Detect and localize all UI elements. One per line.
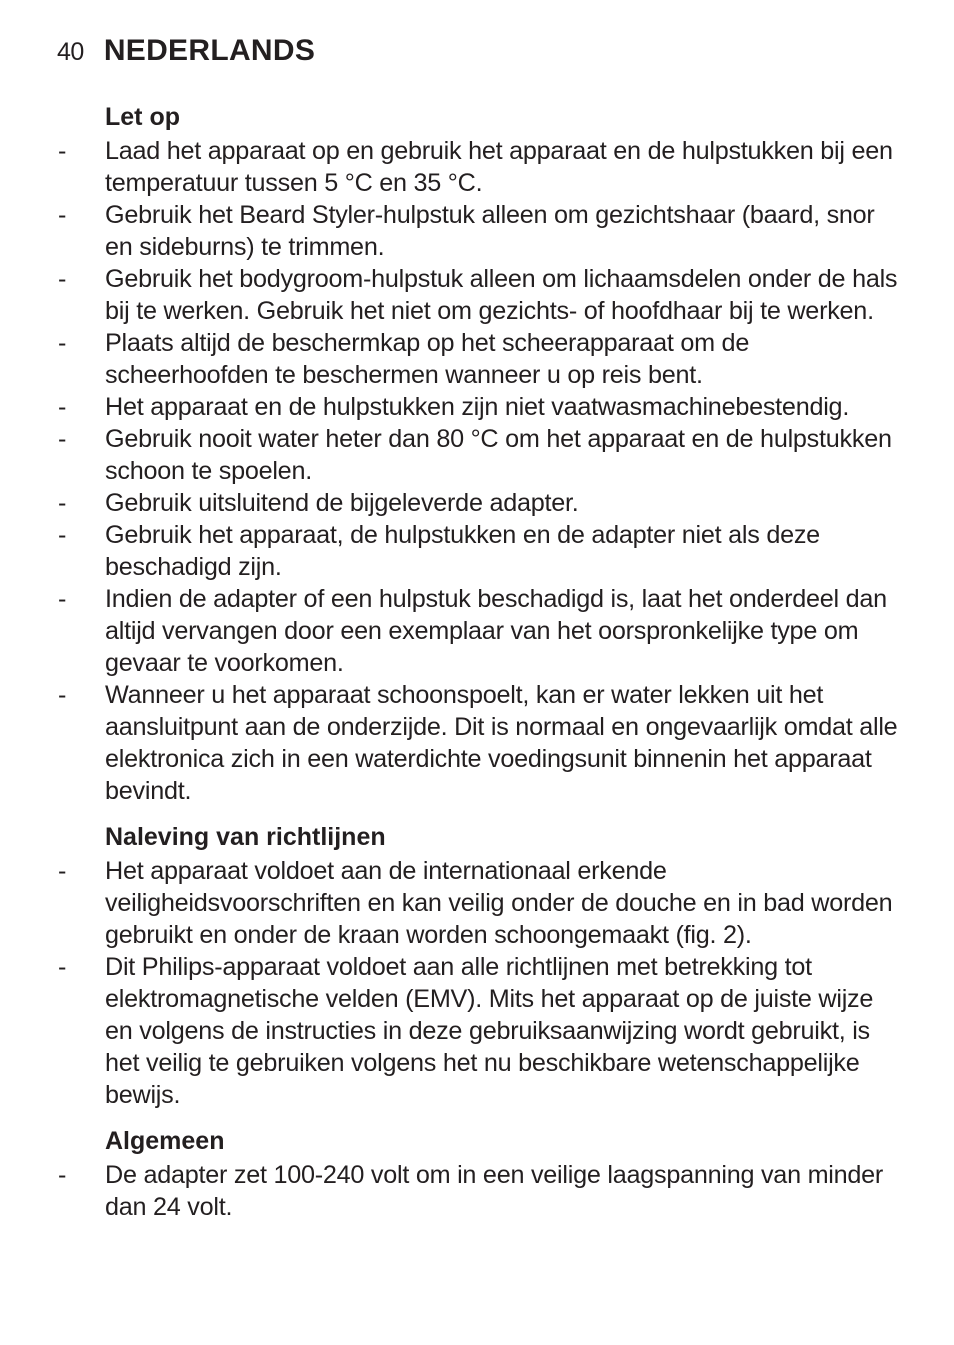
list-item-text: Gebruik het Beard Styler-hulpstuk alleen om gezichtshaar (baard, snor en sideburns) te trimmen. (105, 201, 875, 261)
list-item-text: Gebruik het apparaat, de hulpstukken en de adapter niet als deze beschadigd zijn. (105, 521, 820, 581)
list-item-text: Wanneer u het apparaat schoonspoelt, kan er water lekken uit het aansluitpunt aan de onderzijde. Dit is normaal en ongevaarlijk omdat alle elektronica zich in een waterdichte voedingsunit binnenin het apparaat bevindt. (105, 681, 898, 805)
page-header (57, 34, 315, 74)
section-let-op (0, 101, 954, 807)
bullet-dash: - (58, 489, 67, 517)
bullet-dash: - (58, 857, 67, 885)
section-naleving-van-richtlijnen (0, 821, 954, 1111)
section-heading: Naleving van richtlijnen (105, 823, 386, 851)
list-item (0, 951, 954, 1111)
list-item-text: Plaats altijd de beschermkap op het scheerapparaat om de scheerhoofden te beschermen wanneer u op reis bent. (105, 329, 750, 389)
section-algemeen (0, 1125, 954, 1223)
bullet-dash: - (58, 585, 67, 613)
list-item-text: Indien de adapter of een hulpstuk beschadigd is, laat het onderdeel dan altijd vervangen door een exemplaar van het oorspronkelijke type om gevaar te voorkomen. (105, 585, 887, 677)
list-item (0, 391, 954, 423)
bullet-dash: - (58, 329, 67, 357)
list-item-text: Gebruik het bodygroom-hulpstuk alleen om lichaamsdelen onder de hals bij te werken. Gebruik het niet om gezichts- of hoofdhaar bij te werken. (105, 265, 898, 325)
list-item (0, 519, 954, 583)
list-item (0, 855, 954, 951)
list-item-text: Dit Philips-apparaat voldoet aan alle richtlijnen met betrekking tot elektromagnetische velden (EMV). Mits het apparaat op de juiste wijze en volgens de instructies in deze gebruiksaanwijzing wordt gebruikt, is het veilig te gebruiken volgens het nu beschikbare wetenschappelijke bewijs. (105, 953, 874, 1109)
list-item (0, 1159, 954, 1223)
list-item (0, 487, 954, 519)
bullet-dash: - (58, 137, 67, 165)
bullet-dash: - (58, 393, 67, 421)
page-content (0, 101, 954, 1223)
bullet-list (0, 855, 954, 1111)
bullet-dash: - (58, 265, 67, 293)
list-item-text: Gebruik uitsluitend de bijgeleverde adapter. (105, 489, 579, 517)
list-item-text: Gebruik nooit water heter dan 80 °C om het apparaat en de hulpstukken schoon te spoelen. (105, 425, 892, 485)
page-number: 40 (57, 38, 84, 66)
bullet-dash: - (58, 201, 67, 229)
bullet-dash: - (58, 1161, 67, 1189)
list-item (0, 135, 954, 199)
section-heading: Let op (105, 103, 180, 131)
bullet-dash: - (58, 521, 67, 549)
bullet-list (0, 1159, 954, 1223)
bullet-dash: - (58, 425, 67, 453)
list-item-text: De adapter zet 100-240 volt om in een veilige laagspanning van minder dan 24 volt. (105, 1161, 884, 1221)
bullet-dash: - (58, 681, 67, 709)
list-item-text: Het apparaat en de hulpstukken zijn niet vaatwasmachinebestendig. (105, 393, 850, 421)
list-item-text: Het apparaat voldoet aan de internationaal erkende veiligheidsvoorschriften en kan veilig onder de douche en in bad worden gebruikt en onder de kraan worden schoongemaakt (fig. 2). (105, 857, 893, 949)
page-title: NEDERLANDS (103, 34, 316, 67)
list-item (0, 583, 954, 679)
list-item (0, 263, 954, 327)
list-item (0, 199, 954, 263)
list-item-text: Laad het apparaat op en gebruik het apparaat en de hulpstukken bij een temperatuur tussen 5 °C en 35 °C. (105, 137, 893, 197)
list-item (0, 327, 954, 391)
list-item (0, 679, 954, 807)
bullet-list (0, 135, 954, 807)
section-heading: Algemeen (105, 1127, 225, 1155)
list-item (0, 423, 954, 487)
bullet-dash: - (58, 953, 67, 981)
